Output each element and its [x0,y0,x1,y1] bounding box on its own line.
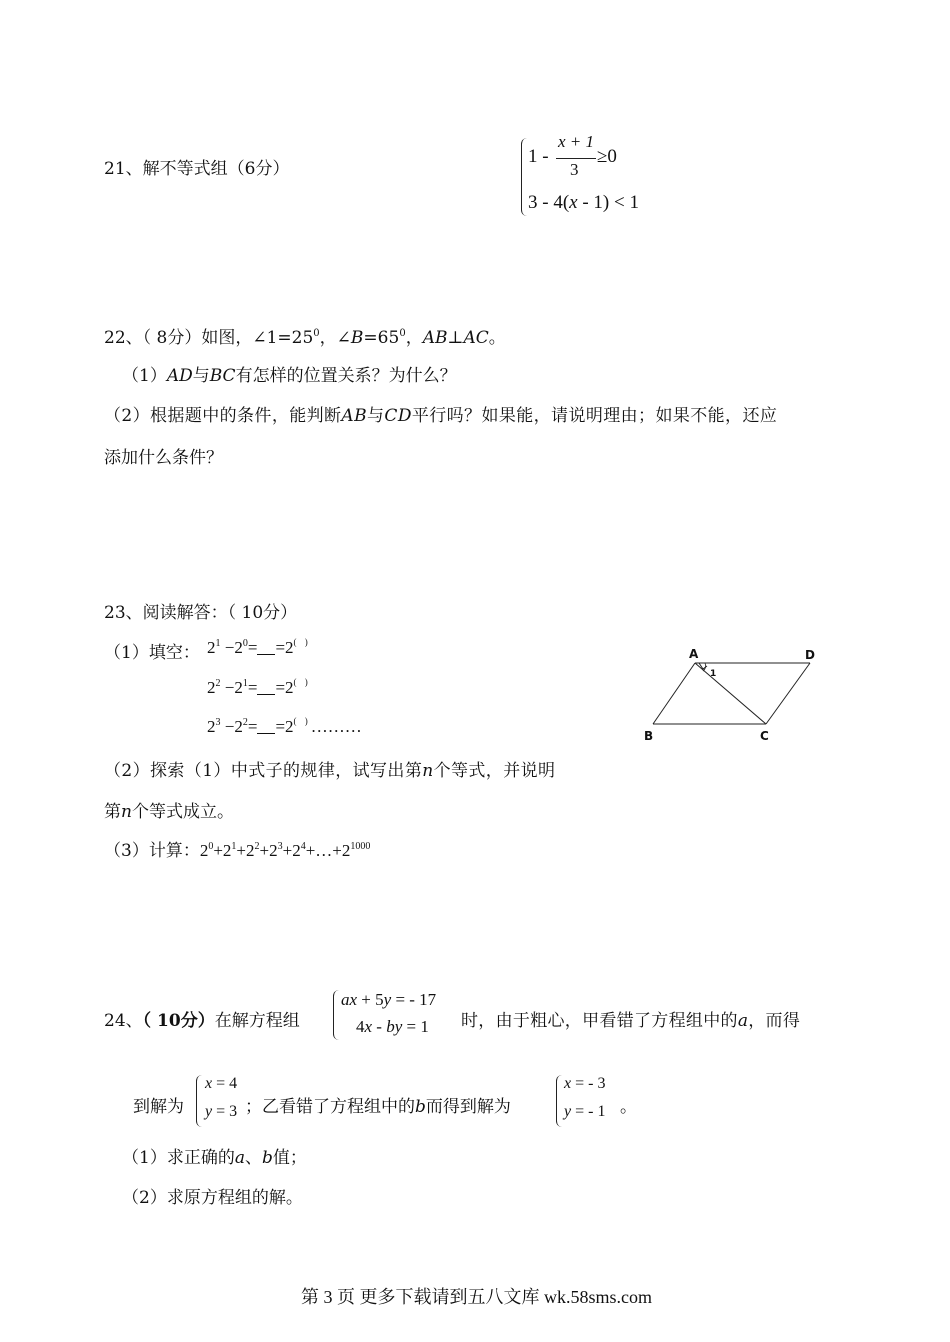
q23-r3-eq2: =2 [275,717,294,736]
q24-sol2-row1 [564,1075,605,1093]
q23-s3-label: （3）计算： [104,841,200,861]
q23-r2-paren: ( ) [293,677,311,687]
q23-s3-t5: +…+2 [305,841,351,860]
q23-r1-asup: 1 [215,638,221,649]
q22-s1-a: （1） [122,366,167,386]
q23-r1-op: −2 [220,638,243,657]
q24-sol2-xv: = - 3 [571,1075,606,1092]
q22-sub2 [104,401,777,426]
label-A: A [689,647,699,661]
q24-a4: 时，由于粗心，甲看错了方程组中的 [461,1011,738,1031]
q21-l2-x: x [569,192,578,213]
q22-perp: ⊥ [447,328,464,348]
q24-r1-a: ax [341,990,358,1009]
q23-r2-eq2: =2 [275,678,294,697]
q24-sol2-row2 [564,1103,605,1121]
q21-l1-pre: 1 - [528,146,549,167]
q23-s2l2-b: 个等式成立。 [131,802,234,822]
q24-s1-a: （1）求正确的 [122,1148,235,1168]
q24-sub2: （2）求原方程组的解。 [122,1188,303,1208]
q23-s3-s5: 1000 [350,841,371,852]
label-C: C [760,729,769,743]
q24-sys-row1 [341,990,436,1010]
q24-a1: 24、 [104,1011,143,1031]
q22-AB: AB [422,328,448,348]
q23-s2-n: n [422,761,434,781]
q22-sup1: 0 [313,328,320,339]
q23-r1-bsup: 0 [242,638,248,649]
q23-r1-a: 2 [207,638,216,657]
q24-b4: 而得到解为 [425,1097,511,1117]
q23-r2-asup: 2 [215,678,221,689]
q23-r3-blank[interactable] [257,719,275,734]
q23-s3-expr [200,841,371,860]
q23-r3-eq: = [247,717,258,736]
q23-s3-s1: 1 [231,841,237,852]
q21-frac-bar [556,158,596,159]
q21-heading: 21、解不等式组（6分） [104,159,290,179]
q23-sub2 [104,756,555,781]
q24-b1: 到解为 [133,1097,184,1117]
q24-a5: a [737,1011,749,1031]
q23-s2l2-a: 第 [104,802,121,822]
q24-sol1-yv: = 3 [212,1103,238,1120]
q23-s3-t1: +2 [213,841,232,860]
q21-l2-b: - 1) < 1 [577,192,639,213]
q21-line2 [528,192,639,214]
q23-s2-b: 个等式，并说明 [433,761,556,781]
q23-r2-a: 2 [207,678,216,697]
q23-r3-a: 2 [207,717,216,736]
q23-r1-eq2: =2 [275,638,294,657]
q24-r2-by: by [386,1017,403,1036]
q24-b5: 。 [620,1097,637,1117]
q23-heading: 23、阅读解答：（ 10分） [104,603,298,623]
q22-s2-CD: CD [384,406,412,426]
q22-s1-c: 有怎样的位置关系？为什么？ [235,366,457,386]
q24-sol1-x: x [205,1075,213,1092]
q23-row-1 [207,637,311,658]
q21-brace [521,138,528,216]
q22-s2-AB: AB [341,406,367,426]
q23-r2-bsup: 1 [242,678,248,689]
q23-r1-eq: = [247,638,258,657]
q24-a6: ，而得 [748,1011,801,1031]
q23-s2l2-n: n [121,802,132,822]
q23-row-2 [207,677,311,698]
q22-s1-BC: BC [209,366,236,386]
q21-frac-num: x + 1 [558,132,595,151]
q23-s3-t2: +2 [236,841,255,860]
q23-r3-tail: ……… [310,717,362,736]
q23-s3-t4: +2 [282,841,301,860]
q24-s1-bv: b [261,1148,273,1168]
q23-s2-a: （2）探索（1）中式子的规律，试写出第 [104,761,423,781]
q22-s1-b: 与 [192,366,210,386]
q22-AC: AC [463,328,489,348]
q23-r2-blank[interactable] [257,680,275,695]
q22-line1 [104,323,506,348]
q22-sub2-line2: 添加什么条件？ [104,448,223,468]
q22-B: B [350,328,364,348]
q22-s2-a: （2）根据题中的条件，能判断 [104,406,342,426]
geometry-figure [635,640,825,745]
q22-sub1 [122,361,457,386]
q24-a3: 在解方程组 [214,1011,300,1031]
q24-b2: ；乙看错了方程组中的 [245,1097,415,1117]
q23-s3-t3: +2 [259,841,278,860]
q23-r3-op: −2 [220,717,243,736]
q22-mid: ，∠ [319,328,351,348]
q24-a2: （ 10分） [142,1011,215,1031]
q24-sol1-y: y [205,1103,213,1120]
q23-sub3 [104,836,370,861]
label-D: D [805,648,815,662]
q23-sub2-line2 [104,797,234,822]
q24-sub1 [122,1143,307,1168]
q22-eq: =65 [363,328,400,348]
q23-row-3 [207,716,362,737]
q22-sup2: 0 [399,328,406,339]
segment-AC [695,663,766,724]
q23-s3-s3: 3 [277,841,283,852]
q24-r2-x: x [364,1017,373,1036]
q24-s1-c: 值； [272,1148,307,1168]
q24-b-mid [245,1092,511,1117]
q22-end: 。 [488,328,506,348]
q23-s3-t0: 2 [199,841,209,860]
q22-s2-b: 与 [367,406,385,426]
q23-r2-eq: = [247,678,258,697]
q24-sol1-row1 [205,1075,237,1093]
q24-sol2-x: x [564,1075,572,1092]
q24-line1 [104,1006,300,1031]
q22-p1: 22、（ 8分）如图，∠1=25 [104,328,314,348]
q23-r3-paren: ( ) [293,716,311,726]
q21-frac-den: 3 [570,160,579,179]
q24-r2-b: - [372,1017,387,1036]
q24-sol2-brace [556,1075,563,1127]
q24-sol1-row2 [205,1103,237,1121]
q22-s1-AD: AD [166,366,193,386]
q24-r1-y: y [383,990,392,1009]
q22-s2-c: 平行吗？如果能，请说明理由；如果不能，还应 [411,406,778,426]
q24-r1-b: + 5 [357,990,384,1009]
q23-r1-paren: ( ) [293,637,311,647]
q24-r2-c: = 1 [402,1017,429,1036]
q24-brace [333,990,340,1040]
q23-s3-s4: 4 [300,841,306,852]
q23-s3-s0: 0 [208,841,214,852]
page-footer: 第 3 页 更多下载请到五八文库 wk.58sms.com [301,1287,652,1307]
q23-r2-op: −2 [220,678,243,697]
label-angle-1: 1 [710,669,717,679]
q24-s1-b: 、 [244,1148,262,1168]
q21-l1-post: ≥0 [597,146,617,167]
q24-sys-row2 [356,1017,429,1037]
q23-r3-bsup: 2 [242,717,248,728]
q24-sol1-brace [196,1075,203,1127]
q23-s3-s2: 2 [254,841,260,852]
q23-r1-blank[interactable] [257,640,275,655]
segment-CD [766,663,810,724]
q24-line1-tail [461,1006,800,1031]
q23-r3-asup: 3 [215,717,221,728]
q24-r1-c: = - 17 [391,990,437,1009]
q24-b3: b [415,1097,426,1117]
q23-fill-label: （1）填空： [104,643,200,663]
q22-comma: ， [405,328,423,348]
q24-sol2-yv: = - 1 [571,1103,606,1120]
q24-s1-av: a [234,1148,245,1168]
q24-r2-a: 4 [356,1017,365,1036]
q21-l2-a: 3 - 4( [528,192,570,213]
q24-sol2-y: y [564,1103,572,1120]
q24-sol1-xv: = 4 [212,1075,238,1092]
label-B: B [644,729,654,743]
segment-AB [653,663,695,724]
